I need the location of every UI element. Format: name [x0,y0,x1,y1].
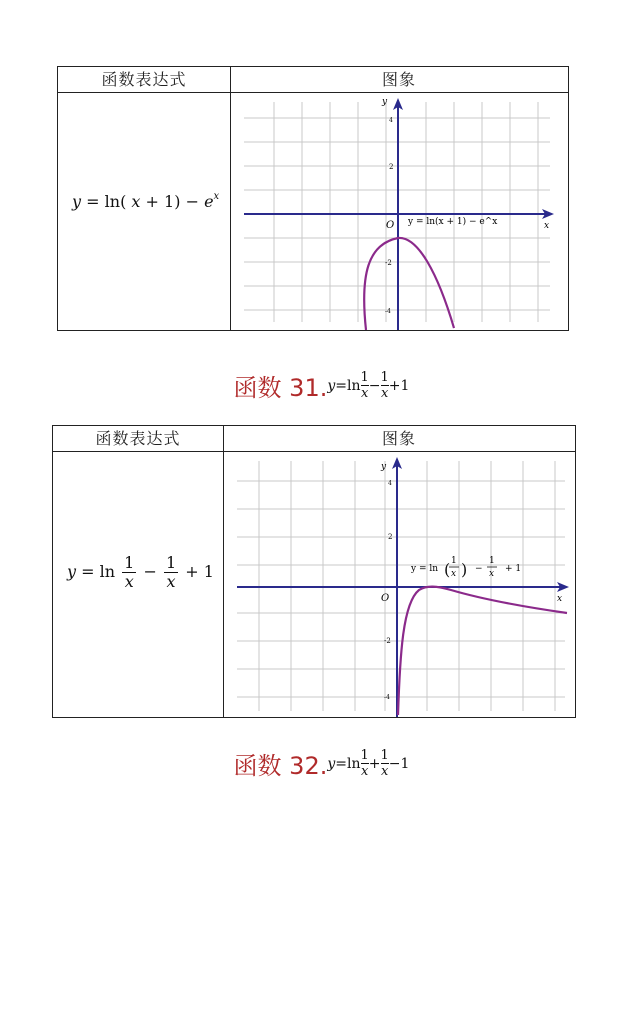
svg-text:x: x [451,569,457,579]
header-graph: 图象 [223,426,575,452]
caption-31 [0,368,643,403]
curve-label: y = ln(x + 1) − e^x [408,217,498,227]
tick-label-neg4: -4 [384,694,390,701]
function-formula: y = ln $\frac{1}{x}$ − $\frac{1}{x}$ + 1 [67,553,214,591]
y-axis-label: y [381,462,387,472]
x-axis-label: x [544,221,550,231]
caption-title: 函数 32. [233,752,328,780]
svg-text:+ 1: + 1 [505,564,522,574]
svg-text:(: ( [444,560,451,579]
svg-text:1: 1 [451,556,457,566]
origin-label: O [381,593,390,604]
function-table-31 [57,66,569,331]
column-divider [223,426,224,717]
tick-label-2: 2 [388,533,393,541]
function-curve [398,587,567,715]
svg-text:x: x [489,569,495,579]
function-graph [232,94,566,330]
header-expression: 函数表达式 [53,426,223,452]
svg-text:−: − [475,564,483,574]
y-axis-label: y [382,97,388,107]
x-axis-label: x [557,594,563,604]
header-graph: 图象 [230,67,568,93]
origin-label: O [386,220,395,231]
column-divider [230,67,231,330]
caption-32 [0,746,643,781]
tick-label-4: 4 [388,480,392,487]
function-curve [364,238,454,330]
tick-label-4: 4 [389,117,393,124]
header-expression: 函数表达式 [58,67,230,93]
caption-formula: y=ln $\frac{1}{x}$ + $\frac{1}{x}$ −1 [327,748,410,779]
tick-label-neg2: -2 [385,259,392,267]
caption-title: 函数 31. [233,374,328,402]
svg-text:1: 1 [489,556,495,566]
tick-label-neg4: -4 [385,308,391,315]
tick-label-neg2: -2 [384,637,391,645]
tick-label-2: 2 [389,163,394,171]
function-table-32 [52,425,576,718]
svg-text:): ) [461,560,468,579]
function-formula: y = ln( $x + 1) - e^x$ [72,191,220,211]
function-graph [225,453,575,717]
svg-text:y = ln: y = ln [411,564,439,574]
caption-formula: y=ln $\frac{1}{x}$ − $\frac{1}{x}$ +1 [327,370,410,401]
